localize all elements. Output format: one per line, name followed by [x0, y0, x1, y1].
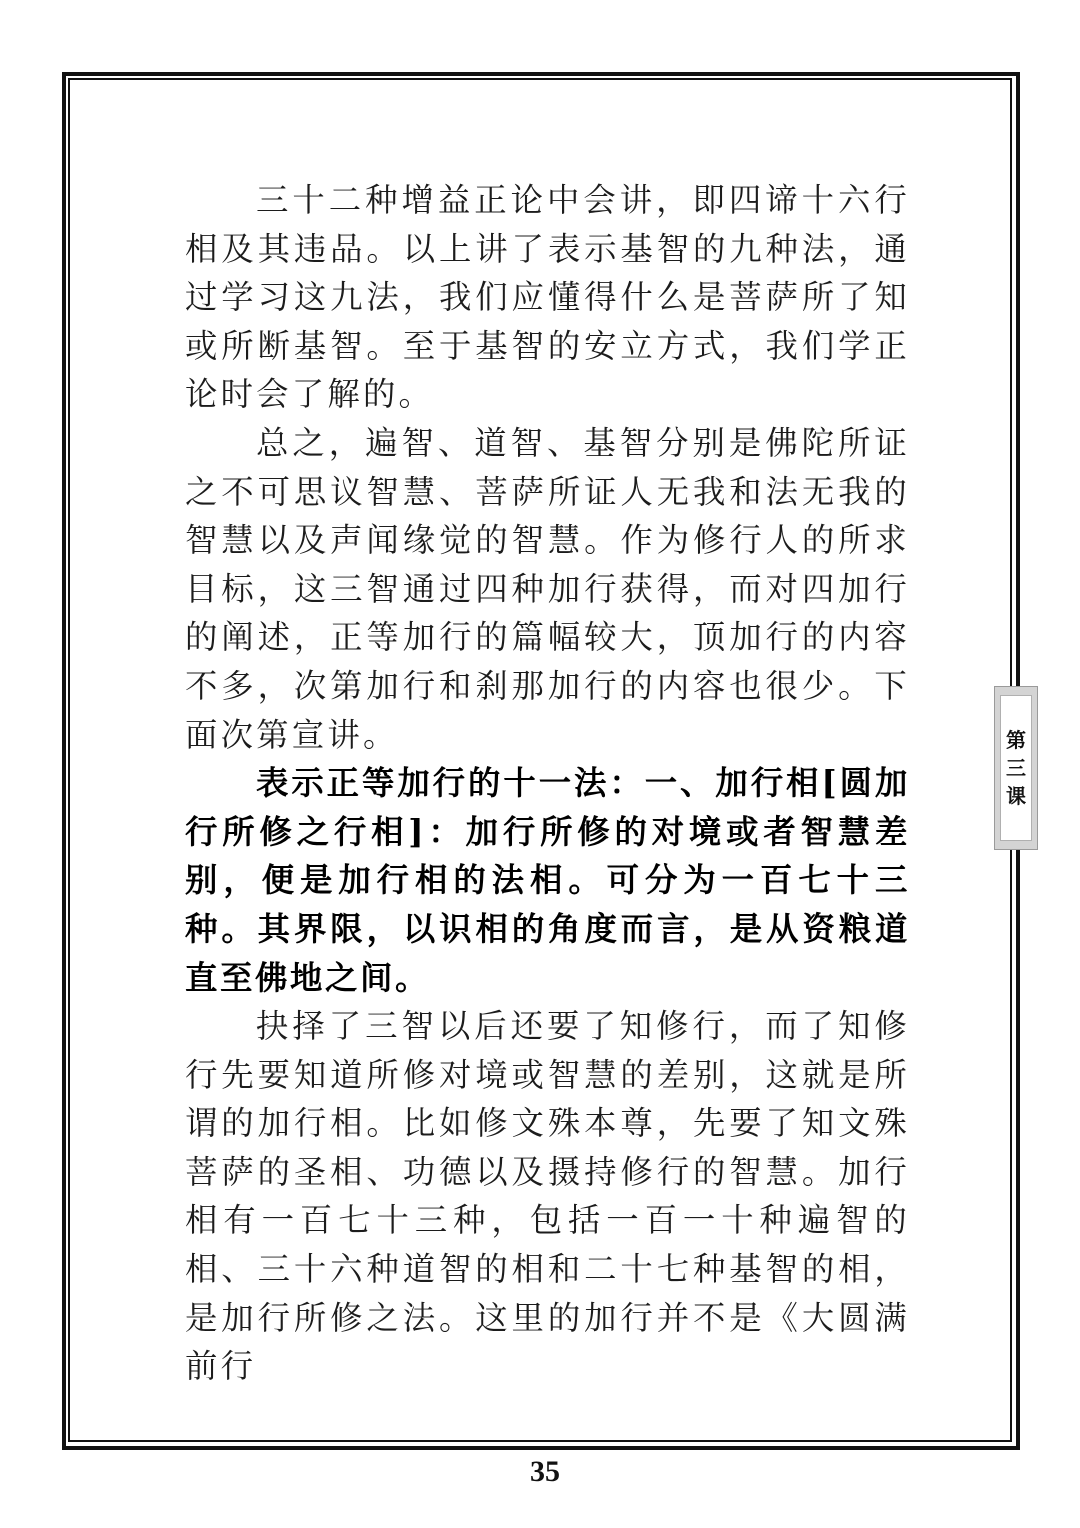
paragraph-2: 总之，遍智、道智、基智分别是佛陀所证之不可思议智慧、菩萨所证人无我和法无我的智慧以及声闻缘觉的智慧。作为修行人的所求目标，这三智通过四种加行获得，而对四加行的阐述，正等加行的篇幅较大，顶加行的内容不多，次第加行和刹那加行的内容也很少。下面次第宣讲。 — [185, 423, 910, 754]
paragraph-3-root-text: 表示正等加行的十一法：一、加行相[圆加行所修之行相]：加行所修的对境或者智慧差别，便是加行相的法相。可分为一百七十三种。其界限，以识相的角度而言，是从资粮道直至佛地之间。 — [185, 764, 910, 997]
chapter-side-tab — [994, 686, 1038, 850]
paragraph-1: 三十二种增益正论中会讲，即四谛十六行相及其违品。以上讲了表示基智的九种法，通过学习这九法，我们应懂得什么是菩萨所了知或所断基智。至于基智的安立方式，我们学正论时会了解的。 — [185, 181, 910, 414]
chapter-label: 第三课 — [1006, 728, 1026, 808]
page-body — [185, 176, 910, 1391]
paragraph-4: 抉择了三智以后还要了知修行，而了知修行先要知道所修对境或智慧的差别，这就是所谓的加行相。比如修文殊本尊，先要了知文殊菩萨的圣相、功德以及摄持修行的智慧。加行相有一百七十三种，包括一百一十种遍智的相、三十六种道智的相和二十七种基智的相，是加行所修之法。这里的加行并不是《大圆满前行 — [185, 1007, 910, 1386]
chapter-side-tab-inner — [1000, 695, 1032, 841]
page-number: 35 — [530, 1455, 560, 1488]
